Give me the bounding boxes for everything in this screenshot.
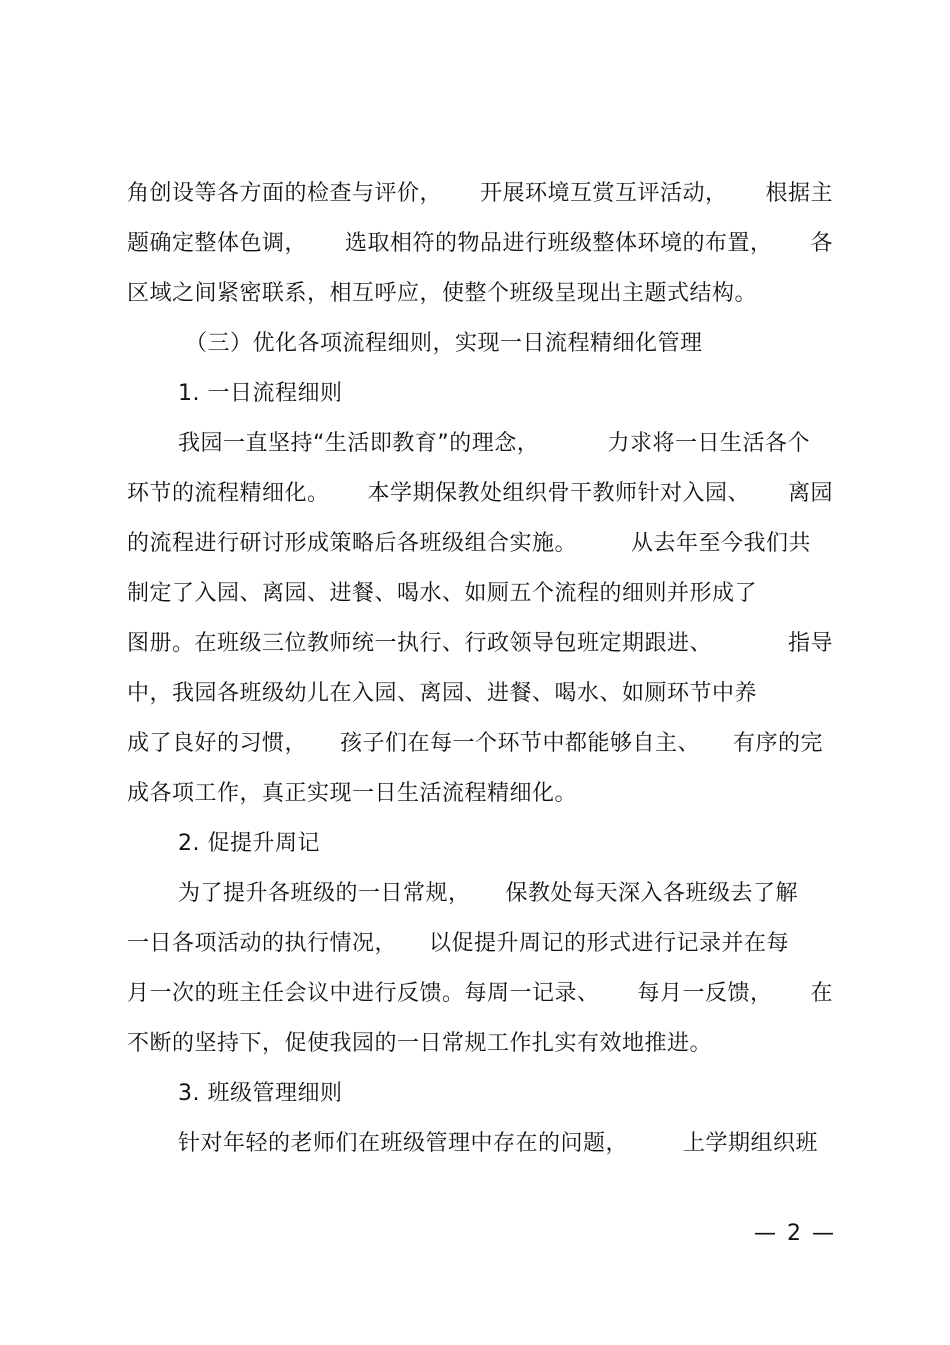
body-text-line: 区域之间紧密联系，相互呼应，使整个班级呈现出主题式结构。 (127, 281, 758, 306)
text-segment: 月一次的班主任会议中进行反馈。每周一记录、 (127, 981, 600, 1006)
text-segment: 根据主 (765, 181, 833, 206)
body-text-line (178, 430, 810, 458)
text-segment: 为了提升各班级的一日常规， (178, 881, 471, 906)
body-text-line (178, 880, 798, 908)
text-segment: 选取相符的物品进行班级整体环境的布置， (344, 231, 773, 256)
body-text-line (127, 230, 833, 258)
text-segment: 以促提升周记的形式进行记录并在每 (428, 931, 789, 956)
body-text-line: 中，我园各班级幼儿在入园、离园、进餐、喝水、如厕环节中养 (127, 681, 758, 706)
text-segment: 成了良好的习惯， (127, 731, 308, 756)
text-segment: 针对年轻的老师们在班级管理中存在的问题， (178, 1131, 629, 1156)
text-segment: 上学期组织班 (682, 1131, 818, 1156)
text-segment: 角创设等各方面的检查与评价， (127, 181, 443, 206)
text-segment: 题确定整体色调， (127, 231, 308, 256)
text-segment: 指导 (787, 631, 833, 656)
text-segment: 各 (810, 231, 833, 256)
text-segment: 有序的完 (732, 731, 823, 756)
text-segment: 我园一直坚持“生活即教育”的理念， (178, 431, 540, 456)
text-segment: 每月一反馈， (637, 981, 773, 1006)
body-text-line: 成各项工作，真正实现一日生活流程精细化。 (127, 781, 578, 806)
text-segment: 从去年至今我们共 (630, 531, 811, 556)
body-text-line (127, 480, 833, 508)
text-segment: 开展环境互赏互评活动， (479, 181, 728, 206)
text-segment: 孩子们在每一个环节中都能够自主、 (339, 731, 700, 756)
body-text-line (127, 530, 811, 558)
text-segment: 离园 (787, 481, 833, 506)
body-text-line (127, 730, 823, 758)
page-number: — 2 — (754, 1221, 836, 1246)
text-segment: 本学期保教处组织骨干教师针对入园、 (367, 481, 750, 506)
body-text-line (127, 180, 833, 208)
text-segment: 力求将一日生活各个 (607, 431, 810, 456)
item-heading: 1. 一日流程细则 (178, 381, 343, 406)
text-segment: 一日各项活动的执行情况， (127, 931, 398, 956)
text-segment: 保教处每天深入各班级去了解 (505, 881, 798, 906)
body-text-line (178, 1130, 818, 1158)
body-text-line: 制定了入园、离园、进餐、喝水、如厕五个流程的细则并形成了 (127, 581, 758, 606)
body-text-line (127, 630, 833, 658)
text-segment: 在 (810, 981, 833, 1006)
section-heading: （三）优化各项流程细则，实现一日流程精细化管理 (185, 331, 703, 356)
body-text-line (127, 980, 833, 1008)
item-heading: 2. 促提升周记 (178, 831, 320, 856)
text-segment: 环节的流程精细化。 (127, 481, 330, 506)
text-segment: 的流程进行研讨形成策略后各班级组合实施。 (127, 531, 578, 556)
item-heading: 3. 班级管理细则 (178, 1081, 343, 1106)
text-segment: 图册。在班级三位教师统一执行、行政领导包班定期跟进、 (127, 631, 713, 656)
body-text-line (127, 930, 789, 958)
body-text-line: 不断的坚持下，促使我园的一日常规工作扎实有效地推进。 (127, 1031, 713, 1056)
